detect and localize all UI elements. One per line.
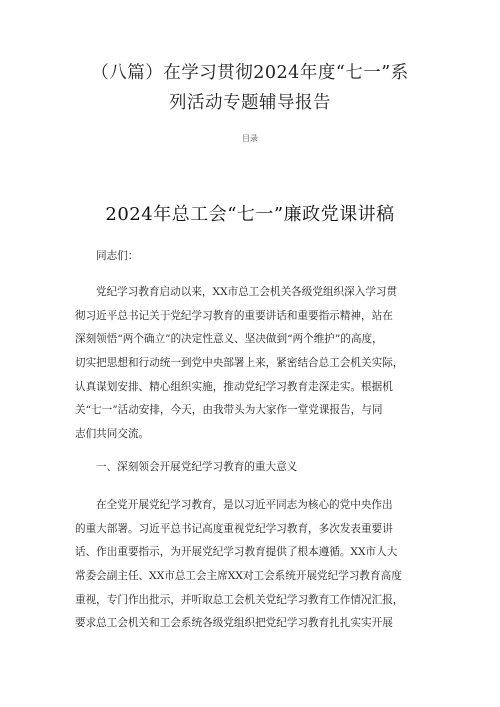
paragraph-2: [75, 494, 437, 636]
paragraph-line: 要求总工会机关和工会系统各级党组织把党纪学习教育扎扎实实开展: [75, 617, 393, 630]
paragraph-line: 志们共同交流。: [75, 428, 150, 441]
greeting: 同志们：: [96, 250, 139, 262]
paragraph-line: 常委会副主任、XX市总工会主席XX对工会系统开展党纪学习教育高度: [75, 570, 402, 583]
paragraph-line: 切实把思想和行动统一到党中央部署上来，紧密结合总工会机关实际，: [75, 357, 404, 370]
paragraph-line: 的重大部署。习近平总书记高度重视党纪学习教育，多次发表重要讲: [75, 522, 393, 535]
paragraph-line: 在全党开展党纪学习教育，是以习近平同志为核心的党中央作出: [96, 499, 393, 511]
document-title-line-2: 列活动专题辅导报告: [169, 93, 331, 113]
paragraph-1: [75, 281, 437, 447]
paragraph-line: 深刻领悟“两个确立”的决定性意义、坚决做到“两个维护”的高度，: [75, 333, 383, 346]
document-title-line-1: （八篇）在学习贯彻2024年度“七一”系: [91, 63, 409, 83]
paragraph-line: 重视，专门作出批示，并听取总工会机关党纪学习教育工作情况汇报，: [75, 593, 404, 606]
section-heading-1: 一、深刻领会开展党纪学习教育的重大意义: [96, 461, 298, 473]
paragraph-line: 彻习近平总书记关于党纪学习教育的重要讲话和重要指示精神，站在: [75, 309, 393, 322]
document-title: [40, 58, 460, 118]
section-title: 2024年总工会“七一”廉政党课讲稿: [105, 204, 395, 225]
paragraph-line: 认真谋划安排、精心组织实施，推动党纪学习教育走深走实。根据机: [75, 380, 393, 393]
paragraph-line: 关“七一”活动安排，今天，由我带头为大家作一堂党课报告，与同: [75, 404, 383, 417]
paragraph-line: 党纪学习教育启动以来，XX市总工会机关各级党组织深入学习贯: [96, 286, 398, 298]
toc-label: 目录: [242, 134, 258, 143]
paragraph-line: 话、作出重要指示，为开展党纪学习教育提供了根本遵循。XX市人大: [75, 546, 398, 559]
